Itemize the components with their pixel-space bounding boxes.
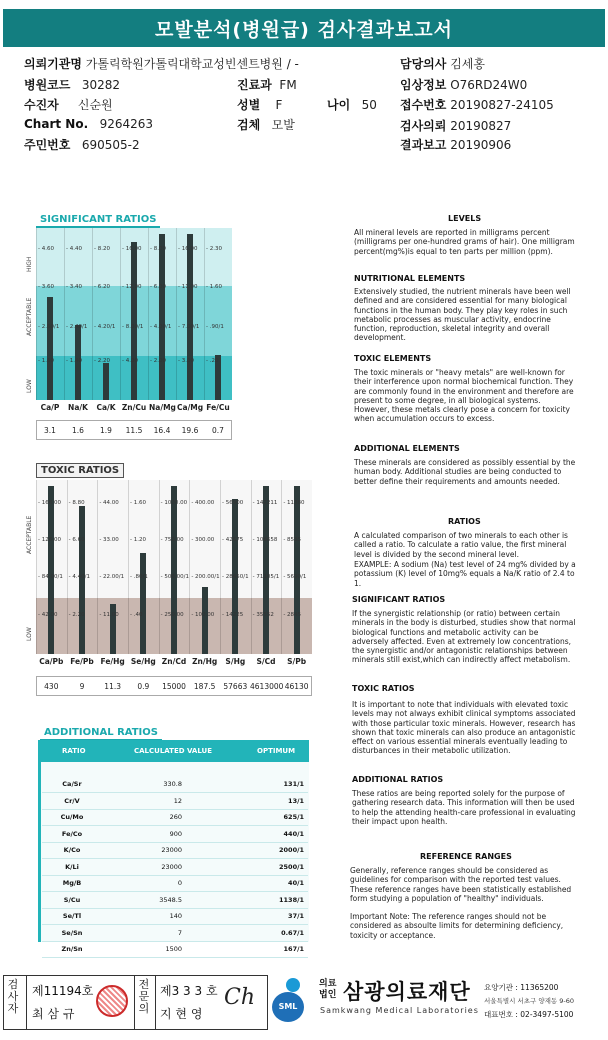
ratio-optimum: 2500/1 xyxy=(260,859,308,876)
significant-tick-label: - .90/1 xyxy=(206,324,224,330)
table-row xyxy=(42,859,308,876)
significant-tick-label: - 2.20 xyxy=(94,358,110,364)
specialist-name: 지 현 영 xyxy=(160,1007,203,1021)
corp-name: 삼광의료재단 xyxy=(343,980,471,1004)
clinical-info-row: 임상정보 O76RD24W0 xyxy=(400,78,528,92)
corp-label-2: 법인 xyxy=(319,990,337,1000)
significant-tick-label: - 4.40 xyxy=(66,246,82,252)
reference-text: Generally, reference ranges should be considered as guidelines for comparison with the reported test values. These reference ranges have been statistically established form studying a population of "healthy" individuals. xyxy=(350,866,572,903)
toxic-category-label: Fe/Hg xyxy=(100,657,125,666)
divider xyxy=(134,975,135,1030)
ratio-current: 260 xyxy=(102,809,186,826)
toxic-tick-label: - 2.20 xyxy=(68,612,85,618)
table-row xyxy=(42,809,308,826)
significant-value-label: 1.6 xyxy=(72,426,84,435)
toxic-tick-label: - 100.00 xyxy=(191,612,215,618)
toxic-tick-label: - 400.00 xyxy=(191,500,215,506)
specialist-label: 전문의 xyxy=(138,978,150,1015)
ratio-optimum: 37/1 xyxy=(260,908,308,925)
table-row xyxy=(42,892,308,909)
corp-en: Samkwang Medical Laboratories xyxy=(320,1006,479,1015)
sex-row: 성별 F xyxy=(237,98,283,112)
toxic-bar xyxy=(140,553,146,654)
toxic-tick-label: - 1.60 xyxy=(130,500,146,506)
significant-col-divider xyxy=(204,228,205,400)
toxic-bar xyxy=(171,486,177,654)
toxic-value-label: 430 xyxy=(44,682,59,691)
significant-tick-label: - 7.00/1 xyxy=(178,324,200,330)
org-code: 요양기관 : 11365200 xyxy=(484,983,559,992)
ratio-name: Fe/Co xyxy=(42,826,102,843)
toxic-tick-label: - 6.60 xyxy=(68,537,85,543)
significant-heading: SIGNIFICANT RATIOS xyxy=(352,595,446,604)
toxic-tick-label: - 84.00/1 xyxy=(38,574,63,580)
ratio-previous xyxy=(186,875,260,892)
ratio-optimum: 131/1 xyxy=(260,776,308,793)
toxic-value-label: 15000 xyxy=(162,682,186,691)
nutritional-text: Extensively studied, the nutrient minerals have been well defined and are considered essential for many biological functions in the human body. They play key roles in such metabolic processes as muscular activity, endocrine function, reproduction, skeletal integrity and overall development. xyxy=(354,287,571,343)
chart-no-row: Chart No. 9264263 xyxy=(24,117,154,131)
ratio-current: 23000 xyxy=(102,842,186,859)
ratio-previous xyxy=(186,842,260,859)
ratio-name: Cr/V xyxy=(42,793,102,810)
significant-text: If the synergistic relationship (or ratio) between certain minerals in the body is disturbed, studies show that normal biological functions and metabolic activity can be adversely affected. Even at extremely low concentrations, the synergistic and/or antagonistic relationships between minerals still exist,which can indirectly affect metabolism. xyxy=(352,609,576,665)
significant-category-label: Fe/Cu xyxy=(206,403,230,412)
toxic-tick-label: - .80/1 xyxy=(130,574,148,580)
ratio-previous xyxy=(186,793,260,810)
significant-tick-label: - .20 xyxy=(206,358,219,364)
toxic-tick-label: - 1000.00 xyxy=(160,500,188,506)
significant-value-label: 0.7 xyxy=(212,426,224,435)
toxic-tick-label: - 250.00 xyxy=(160,612,184,618)
ratio-name: K/Co xyxy=(42,842,102,859)
toxic-tick-label: - 44.00 xyxy=(99,500,119,506)
address: 서울특별시 서초구 양재동 9-60 xyxy=(484,997,575,1005)
additional-heading: ADDITIONAL ELEMENTS xyxy=(354,444,460,453)
toxic-bar xyxy=(79,506,85,654)
ratio-optimum: 167/1 xyxy=(260,941,308,958)
significant-tick-label: - 4.60 xyxy=(38,246,54,252)
toxic-bar xyxy=(48,486,54,654)
ratio-optimum: 1138/1 xyxy=(260,892,308,909)
levels-text: All mineral levels are reported in milligrams percent (milligrams per one-hundred grams of hair). One milligram percent(mg%)is equal to ten parts per million (ppm). xyxy=(354,228,575,256)
toxic-tick-label: - 35552 xyxy=(252,612,274,618)
ratio-current: 12 xyxy=(102,793,186,810)
significant-category-label: Ca/P xyxy=(40,403,60,412)
significant-category-label: Na/Mg xyxy=(149,403,176,412)
ratio-previous xyxy=(186,908,260,925)
resident-no-row: 주민번호 690505-2 xyxy=(24,138,140,152)
toxic-tick-label: - 28450/1 xyxy=(222,574,249,580)
ratio-current: 0 xyxy=(102,875,186,892)
col-calculated: CALCULATED VALUE xyxy=(134,747,213,755)
ratio-name: Cu/Mo xyxy=(42,809,102,826)
table-row xyxy=(42,908,308,925)
col-optimum: OPTIMUM xyxy=(257,747,296,755)
tester-number: 제11194호 xyxy=(32,984,94,998)
significant-zone-label: ACCEPTABLE xyxy=(26,297,33,336)
significant-category-label: Ca/Mg xyxy=(177,403,204,412)
significant-col-divider xyxy=(92,228,93,400)
ratio-previous xyxy=(186,826,260,843)
toxic-category-label: Zn/Cd xyxy=(161,657,187,666)
toxic-category-label: S/Pb xyxy=(287,657,307,666)
tester-seal xyxy=(96,985,128,1017)
institution-row: 의뢰기관명 가톨릭학원가톨릭대학교성빈센트병원 / - xyxy=(24,57,299,71)
ratios-example: EXAMPLE: A sodium (Na) test level of 24 mg% divided by a potassium (K) level of 10mg% equals a Na/K ratio of 2.4 to 1. xyxy=(354,560,576,588)
toxic-title: TOXIC RATIOS xyxy=(36,463,124,478)
important-note: Important Note: The reference ranges should not be considered as absoulte limits for determining deficiency, toxicity or acceptance. xyxy=(350,912,564,940)
significant-value-label: 1.9 xyxy=(100,426,112,435)
toxic-bar xyxy=(202,587,208,654)
significant-tick-label: - 3.60 xyxy=(38,284,54,290)
toxic-bar xyxy=(263,486,269,654)
significant-col-divider xyxy=(64,228,65,400)
significant-category-label: Zn/Cu xyxy=(121,403,147,412)
ratio-optimum: 625/1 xyxy=(260,809,308,826)
ratio-name: S/Cu xyxy=(42,892,102,909)
tester-label: 검사자 xyxy=(7,978,19,1015)
significant-tick-label: - 8.00/1 xyxy=(122,324,144,330)
tester-name: 최 삼 규 xyxy=(32,1007,75,1021)
ratio-current: 330.8 xyxy=(102,776,186,793)
toxic-tick-label: - 42675 xyxy=(222,537,244,543)
toxic-tick-label: - 8.80 xyxy=(68,500,85,506)
toxic-category-label: Fe/Pb xyxy=(70,657,94,666)
ratio-previous xyxy=(186,859,260,876)
significant-tick-label: - 2.30 xyxy=(206,246,222,252)
ratio-current: 900 xyxy=(102,826,186,843)
significant-tick-label: - 2.40/1 xyxy=(66,324,88,330)
ratio-previous xyxy=(186,925,260,942)
toxic-category-label: Zn/Hg xyxy=(192,657,218,666)
significant-bar xyxy=(159,234,165,400)
toxic-col-divider xyxy=(159,480,160,654)
toxic-tick-label: - 1.20 xyxy=(130,537,146,543)
ratio-name: K/Li xyxy=(42,859,102,876)
toxic-col-divider xyxy=(220,480,221,654)
nutritional-heading: NUTRITIONAL ELEMENTS xyxy=(354,274,466,283)
significant-col-divider xyxy=(36,228,37,400)
toxic-category-label: S/Cd xyxy=(256,657,276,666)
significant-bar xyxy=(187,234,193,400)
significant-tick-label: - 1.40 xyxy=(66,358,82,364)
ratio-previous xyxy=(186,776,260,793)
toxic-value-label: 187.5 xyxy=(193,682,216,691)
toxic-value-label: 57663 xyxy=(223,682,248,691)
toxic-category-label: Ca/Pb xyxy=(39,657,64,666)
corp-label-1: 의료 xyxy=(319,979,337,989)
toxic-tick-label: - 168.00 xyxy=(38,500,61,506)
significant-tick-label: - 1.60 xyxy=(38,358,54,364)
ratio-optimum: 13/1 xyxy=(260,793,308,810)
significant-category-label: Ca/K xyxy=(96,403,116,412)
significant-value-row xyxy=(36,420,232,440)
toxic-col-divider xyxy=(281,480,282,654)
ratio-previous xyxy=(186,892,260,909)
toxic-tick-label: - 11.00 xyxy=(99,612,119,618)
toxic-value-label: 4613000 xyxy=(250,682,284,691)
report-date-row: 결과보고 20190906 xyxy=(400,138,512,152)
additional-text: These minerals are considered as possibly essential by the human body. Additional studies are being conducted to better define their requirements and amounts needed. xyxy=(354,458,576,486)
toxic-tick-label: - 142211 xyxy=(252,500,278,506)
significant-col-divider xyxy=(120,228,121,400)
significant-tick-label: - 8.20 xyxy=(94,246,110,252)
toxic-tick-label: - 22.00/1 xyxy=(99,574,125,580)
significant-tick-label: - 6.20 xyxy=(94,284,110,290)
ratio-name: Ca/Sr xyxy=(42,776,102,793)
significant-tick-label: - 2.60/1 xyxy=(38,324,60,330)
significant-title: SIGNIFICANT RATIOS xyxy=(36,213,160,228)
toxic-category-label: Se/Hg xyxy=(130,657,156,666)
ratios-text: A calculated comparison of two minerals to each other is called a ratio. To calculate a ratio value, the first mineral level is divided by the second mineral level. xyxy=(354,531,568,559)
additional-ratios-heading: ADDITIONAL RATIOS xyxy=(352,775,444,784)
significant-zone-label: LOW xyxy=(26,379,33,393)
ratio-previous xyxy=(186,941,260,958)
toxic-tick-label: - 4.40/1 xyxy=(68,574,90,580)
table-row xyxy=(42,826,308,843)
ratio-name: Mg/B xyxy=(42,875,102,892)
toxic-tick-label: - 56900 xyxy=(222,500,244,506)
toxic-col-divider xyxy=(189,480,190,654)
corp-label xyxy=(319,979,336,1001)
report-title-bar xyxy=(3,9,605,47)
levels-heading: LEVELS xyxy=(448,214,482,223)
receipt-no-row: 접수번호 20190827-24105 xyxy=(400,98,554,112)
significant-tick-label: - 4.20/1 xyxy=(94,324,116,330)
toxic-value-label: 9 xyxy=(79,682,85,691)
toxic-tick-label: - .40 xyxy=(130,612,143,618)
significant-value-label: 16.4 xyxy=(153,426,171,435)
table-row xyxy=(42,925,308,942)
toxic-tick-label: - 2845 xyxy=(283,612,302,618)
ratio-optimum: 2000/1 xyxy=(260,842,308,859)
doctor-row: 담당의사 김세홍 xyxy=(400,57,485,71)
additional-ratios-table xyxy=(42,776,308,958)
phone: 대표번호 : 02-3497-5100 xyxy=(484,1010,574,1019)
toxic-value-label: 11.3 xyxy=(104,682,121,691)
toxic-ratios-heading: TOXIC RATIOS xyxy=(352,684,415,693)
collector-row: 수진자 신순원 xyxy=(24,98,113,112)
significant-tick-label: - 1.60 xyxy=(206,284,222,290)
sml-logo-text: SML xyxy=(272,992,304,1022)
ratio-current: 7 xyxy=(102,925,186,942)
toxic-tick-label: - 14225 xyxy=(222,612,244,618)
ratio-previous xyxy=(186,809,260,826)
hospital-code-row: 병원코드 30282 xyxy=(24,78,121,92)
specialist-number: 제3 3 3 호 xyxy=(160,984,218,998)
significant-value-label: 3.1 xyxy=(44,426,56,435)
table-row xyxy=(42,842,308,859)
significant-tick-label: - 4.00/1 xyxy=(150,324,172,330)
ratio-name: Zn/Sn xyxy=(42,941,102,958)
ratio-current: 140 xyxy=(102,908,186,925)
toxic-tick-label: - 300.00 xyxy=(191,537,215,543)
age-row: 나이 50 xyxy=(327,98,377,112)
ratio-name: Se/Sn xyxy=(42,925,102,942)
sml-logo-icon xyxy=(272,978,310,1026)
request-date-row: 검사의뢰 20190827 xyxy=(400,119,512,133)
toxic-tick-label: - 500.00/1 xyxy=(160,574,189,580)
toxic-tick-label: - 126.00 xyxy=(38,537,61,543)
additional-ratios-header xyxy=(38,740,309,762)
significant-tick-label: - 12.00 xyxy=(122,284,142,290)
toxic-tick-label: - 71105/1 xyxy=(252,574,280,580)
department-row: 진료과 FM xyxy=(237,78,297,92)
significant-tick-label: - 8.00 xyxy=(150,246,166,252)
significant-tick-label: - 4.00 xyxy=(122,358,138,364)
toxic-value-label: 46130 xyxy=(284,682,309,691)
toxic-category-label: S/Hg xyxy=(225,657,246,666)
toxic-tick-label: - 750.00 xyxy=(160,537,184,543)
additional-ratios-text: These ratios are being reported solely for the purpose of gathering research data. This information will then be used to help the attending health-care professional in evaluating their impact upon health. xyxy=(352,789,576,826)
divider xyxy=(26,975,27,1030)
ratio-optimum: 0.67/1 xyxy=(260,925,308,942)
toxic-col-divider xyxy=(67,480,68,654)
ratios-heading: RATIOS xyxy=(448,517,481,526)
toxic-bar xyxy=(294,486,300,654)
significant-tick-label: - 16.00 xyxy=(178,246,198,252)
significant-zone-label: HIGH xyxy=(26,256,33,272)
toxic-tick-label: - 42.00 xyxy=(38,612,58,618)
table-row xyxy=(42,776,308,793)
significant-value-label: 19.6 xyxy=(181,426,199,435)
toxic-tick-label: - 33.00 xyxy=(99,537,119,543)
toxic-value-label: 0.9 xyxy=(137,682,150,691)
toxic-heading: TOXIC ELEMENTS xyxy=(354,354,432,363)
toxic-tick-label: - 11380 xyxy=(283,500,305,506)
ratio-optimum: 440/1 xyxy=(260,826,308,843)
toxic-ratios-text: It is important to note that individuals with elevated toxic levels may not always exhibit clinical symptoms associated with those particular toxic minerals. However, research has shown that toxic minerals can also produce an antagonistic effect on various essential minerals eventually leading to disturbances in their metabolic utilization. xyxy=(352,700,576,756)
significant-bar xyxy=(103,363,109,400)
toxic-tick-label: - 8535 xyxy=(283,537,302,543)
additional-ratios-title: ADDITIONAL RATIOS xyxy=(40,726,162,741)
toxic-tick-label: - 200.00/1 xyxy=(191,574,220,580)
table-row xyxy=(42,941,308,958)
toxic-col-divider xyxy=(97,480,98,654)
table-row xyxy=(42,793,308,810)
significant-tick-label: - 2.00 xyxy=(150,358,166,364)
significant-tick-label: - 16.00 xyxy=(122,246,142,252)
significant-tick-label: - 3.00 xyxy=(178,358,194,364)
report-title: 모발분석(병원급) 검사결과보고서 xyxy=(155,18,453,41)
table-row xyxy=(42,875,308,892)
toxic-col-divider xyxy=(251,480,252,654)
toxic-zone-label: ACCEPTABLE xyxy=(26,515,33,554)
ratio-current: 1500 xyxy=(102,941,186,958)
significant-tick-label: - 6.00 xyxy=(150,284,166,290)
col-ratio: RATIO xyxy=(62,747,86,755)
significant-tick-label: - 3.40 xyxy=(66,284,82,290)
divider xyxy=(155,975,156,1030)
toxic-tick-label: - 106658 xyxy=(252,537,278,543)
toxic-tick-label: - 5690/1 xyxy=(283,574,307,580)
toxic-col-divider xyxy=(128,480,129,654)
ratio-optimum: 40/1 xyxy=(260,875,308,892)
reference-heading: REFERENCE RANGES xyxy=(420,852,512,861)
significant-bar xyxy=(47,297,53,400)
significant-category-label: Na/K xyxy=(68,403,88,412)
toxic-value-row xyxy=(36,676,312,696)
significant-value-label: 11.5 xyxy=(125,426,143,435)
ratio-name: Se/Tl xyxy=(42,908,102,925)
significant-col-divider xyxy=(148,228,149,400)
significant-tick-label: - 11.00 xyxy=(178,284,198,290)
ratio-current: 3548.5 xyxy=(102,892,186,909)
significant-col-divider xyxy=(176,228,177,400)
toxic-zone-label: LOW xyxy=(26,627,33,641)
signature: Ch xyxy=(224,985,256,1010)
specimen-row: 검체 모발 xyxy=(237,118,295,132)
ratio-current: 23000 xyxy=(102,859,186,876)
significant-bar xyxy=(131,242,137,400)
toxic-col-divider xyxy=(36,480,37,654)
toxic-text: The toxic minerals or "heavy metals" are well-known for their interference upon normal biochemical function. They are commonly found in the environment and therefore are present to some degree, in all biological systems. However, these metals clearly pose a concern for toxicity when accumulation occurs to excess. xyxy=(354,368,574,424)
